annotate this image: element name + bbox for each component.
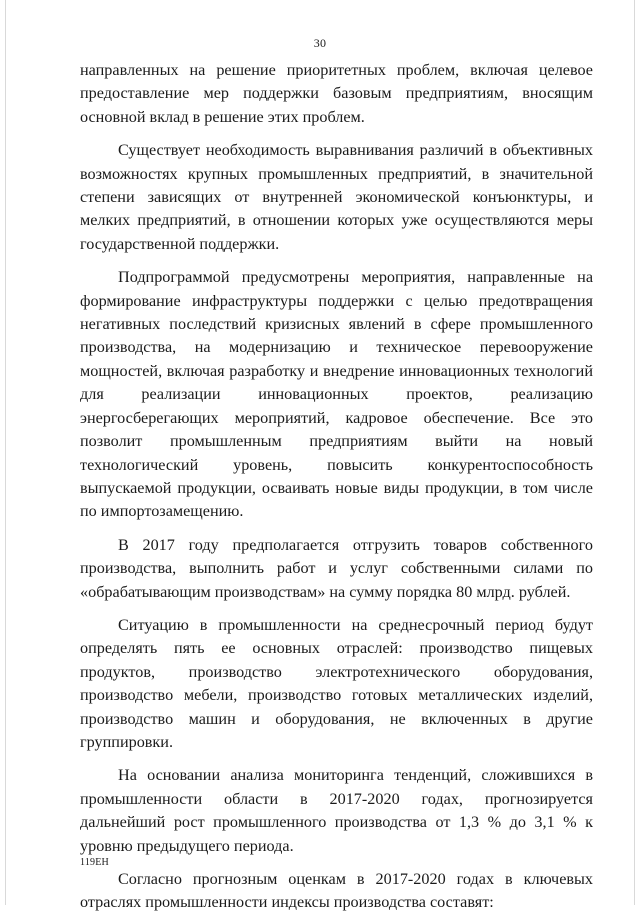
- paragraph-subprogram-measures: Подпрограммой предусмотрены мероприятия, направленные на формирование инфраструктуры поддержки с целью предотвращения негативных последствий кризисных явлений в сфере промышленного производства, на модернизацию и техническое перевооружение мощностей, включая разработку и внедрение инновационных технологий для реализации инновационных проектов, реализацию энергосберегающих мероприятий, кадровое обеспечение. Все это позволит промышленным предприятиям выйти на новый технологический уровень, повысить конкурентоспособность выпускаемой продукции, осваивать новые виды продукции, в том числе по импортозамещению.: [80, 268, 593, 521]
- paragraph-key-industries: Ситуацию в промышленности на среднесрочный период будут определять пять ее основных отраслей: производство пищевых продуктов, производство электротехнического оборудования, производство мебели, производство готовых металлических изделий, производство машин и оборудования, не включенных в другие группировки.: [80, 615, 593, 751]
- footer-code: 119ЕН: [80, 857, 109, 868]
- scan-edge-right: [634, 0, 635, 905]
- paragraph-production-indices: Согласно прогнозным оценкам в 2017-2020 годах в ключевых отраслях промышленности индексы производства составят:: [80, 870, 593, 912]
- scan-edge-left: [5, 0, 6, 905]
- paragraph-growth-forecast: На основании анализа мониторинга тенденций, сложившихся в промышленности области в 2017-2020 годах, прогнозируется дальнейший рост промышленного производства от 1,3 % до 3,1 % к уровню предыдущего периода.: [80, 766, 593, 855]
- body-text: [80, 59, 593, 915]
- paragraph-2017-shipments: В 2017 году предполагается отгрузить товаров собственного производства, выполнить работ и услуг собственными силами по «обрабатывающим производствам» на сумму порядка 80 млрд. рублей.: [80, 535, 593, 601]
- paragraph-disparities: Существует необходимость выравнивания различий в объективных возможностях крупных промышленных предприятий, в значительной степени зависящих от внутренней экономической конъюнктуры, и мелких предприятий, в отношении которых уже осуществляются меры государственной поддержки.: [80, 141, 593, 253]
- paragraph-continuation: направленных на решение приоритетных проблем, включая целевое предоставление мер поддержки базовым предприятиям, вносящим основной вклад в решение этих проблем.: [80, 61, 593, 126]
- page-number: 30: [313, 36, 327, 50]
